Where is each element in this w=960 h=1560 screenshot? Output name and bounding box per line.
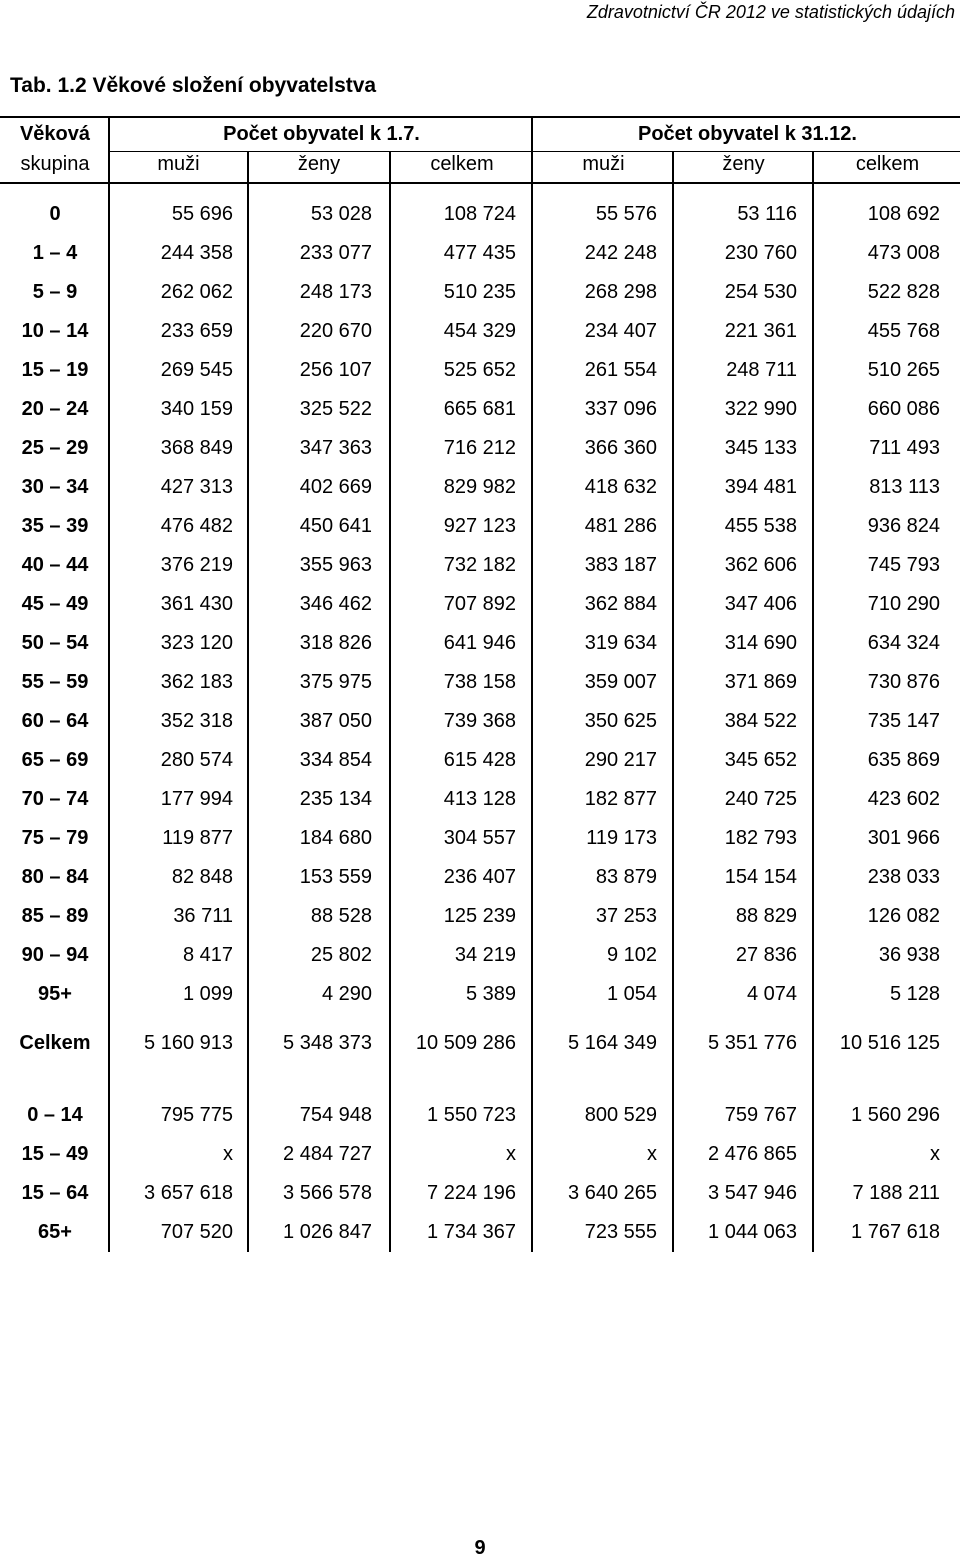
table-header-row-2 bbox=[0, 153, 960, 181]
table-cell: 55 696 bbox=[171, 203, 233, 225]
table-cell: 371 869 bbox=[724, 671, 797, 693]
table-cell: 716 212 bbox=[443, 437, 516, 459]
table-cell: 9 102 bbox=[606, 944, 657, 966]
table-cell: 182 793 bbox=[724, 827, 797, 849]
table-cell: 83 879 bbox=[595, 866, 657, 888]
row-label: 20 – 24 bbox=[21, 398, 89, 420]
table-cell: 2 476 865 bbox=[708, 1143, 797, 1165]
table-cell: 707 520 bbox=[160, 1221, 233, 1243]
table-cell: 256 107 bbox=[299, 359, 372, 381]
table-cell: 660 086 bbox=[867, 398, 940, 420]
table-cell: 5 128 bbox=[889, 983, 940, 1005]
table-cell: 242 248 bbox=[584, 242, 657, 264]
table-cell: 362 884 bbox=[584, 593, 657, 615]
group-header-dec: Počet obyvatel k 31.12. bbox=[637, 123, 857, 145]
table-cell: 154 154 bbox=[724, 866, 797, 888]
table-cell: 376 219 bbox=[160, 554, 233, 576]
table-cell: 745 793 bbox=[867, 554, 940, 576]
table-cell: 234 407 bbox=[584, 320, 657, 342]
table-cell: 1 026 847 bbox=[283, 1221, 372, 1243]
table-cell: 37 253 bbox=[595, 905, 657, 927]
table-cell: 4 074 bbox=[746, 983, 797, 1005]
table-cell: 233 659 bbox=[160, 320, 233, 342]
table-cell: 418 632 bbox=[584, 476, 657, 498]
row-label: 55 – 59 bbox=[21, 671, 89, 693]
table-cell: 1 767 618 bbox=[851, 1221, 940, 1243]
table-cell: 345 133 bbox=[724, 437, 797, 459]
table-cell: 522 828 bbox=[867, 281, 940, 303]
table-cell: 322 990 bbox=[724, 398, 797, 420]
table-cell: 220 670 bbox=[299, 320, 372, 342]
table-cell: 36 711 bbox=[173, 905, 233, 927]
age-group-header-line2: skupina bbox=[20, 153, 90, 175]
table-cell: 754 948 bbox=[299, 1104, 372, 1126]
column-divider bbox=[247, 151, 249, 1252]
table-row bbox=[0, 905, 960, 935]
table-row bbox=[0, 944, 960, 974]
table-cell: 366 360 bbox=[584, 437, 657, 459]
table-cell: 1 560 296 bbox=[851, 1104, 940, 1126]
table-cell: 362 606 bbox=[724, 554, 797, 576]
table-cell: 254 530 bbox=[724, 281, 797, 303]
subheader-women-jul: ženy bbox=[297, 153, 341, 175]
column-divider bbox=[812, 151, 814, 1252]
age-group-header-line1: Věková bbox=[19, 123, 91, 145]
table-cell: 361 430 bbox=[160, 593, 233, 615]
table-cell: 362 183 bbox=[160, 671, 233, 693]
table-cell: 665 681 bbox=[443, 398, 516, 420]
table-cell: 334 854 bbox=[299, 749, 372, 771]
table-row bbox=[0, 866, 960, 896]
table-cell: 340 159 bbox=[160, 398, 233, 420]
column-divider bbox=[672, 151, 674, 1252]
row-label: Celkem bbox=[19, 1032, 91, 1054]
table-cell: 615 428 bbox=[443, 749, 516, 771]
table-cell: 454 329 bbox=[443, 320, 516, 342]
row-label: 15 – 19 bbox=[21, 359, 89, 381]
table-cell: 5 160 913 bbox=[144, 1032, 233, 1054]
table-cell: 5 164 349 bbox=[568, 1032, 657, 1054]
table-cell: 711 493 bbox=[869, 437, 940, 459]
subheader-men-jul: muži bbox=[157, 153, 200, 175]
table-cell: 5 348 373 bbox=[283, 1032, 372, 1054]
table-row bbox=[0, 242, 960, 272]
row-label: 15 – 49 bbox=[21, 1143, 89, 1165]
table-cell: 240 725 bbox=[724, 788, 797, 810]
table-cell: 125 239 bbox=[443, 905, 516, 927]
table-cell: 108 692 bbox=[867, 203, 940, 225]
page-number: 9 bbox=[474, 1537, 486, 1559]
table-cell: 383 187 bbox=[584, 554, 657, 576]
table-cell: 53 116 bbox=[737, 203, 797, 225]
table-cell: 236 407 bbox=[443, 866, 516, 888]
table-cell: 352 318 bbox=[160, 710, 233, 732]
row-label: 60 – 64 bbox=[21, 710, 89, 732]
table-cell: 476 482 bbox=[160, 515, 233, 537]
table-cell: 7 188 211 bbox=[852, 1182, 940, 1204]
table-cell: 732 182 bbox=[443, 554, 516, 576]
table-cell: 525 652 bbox=[443, 359, 516, 381]
row-label: 40 – 44 bbox=[21, 554, 89, 576]
table-cell: 262 062 bbox=[160, 281, 233, 303]
table-row bbox=[0, 554, 960, 584]
table-cell: 347 406 bbox=[724, 593, 797, 615]
table-cell: 795 775 bbox=[160, 1104, 233, 1126]
column-divider bbox=[389, 151, 391, 1252]
subheader-total-jul: celkem bbox=[430, 153, 494, 175]
table-cell: 119 877 bbox=[162, 827, 233, 849]
table-cell: 3 547 946 bbox=[708, 1182, 797, 1204]
table-cell: 8 417 bbox=[182, 944, 233, 966]
table-cell: x bbox=[506, 1143, 516, 1165]
table-cell: 3 657 618 bbox=[144, 1182, 233, 1204]
summary-row bbox=[0, 1182, 960, 1212]
row-label: 0 bbox=[49, 203, 61, 225]
table-cell: 1 099 bbox=[182, 983, 233, 1005]
table-cell: 177 994 bbox=[160, 788, 233, 810]
table-cell: 230 760 bbox=[724, 242, 797, 264]
table-cell: 477 435 bbox=[443, 242, 516, 264]
table-cell: 7 224 196 bbox=[427, 1182, 516, 1204]
table-cell: 268 298 bbox=[584, 281, 657, 303]
table-cell: 290 217 bbox=[584, 749, 657, 771]
table-cell: 936 824 bbox=[867, 515, 940, 537]
table-cell: 723 555 bbox=[584, 1221, 657, 1243]
table-cell: 759 767 bbox=[724, 1104, 797, 1126]
table-row bbox=[0, 359, 960, 389]
table-row bbox=[0, 593, 960, 623]
table-cell: 269 545 bbox=[160, 359, 233, 381]
table-row bbox=[0, 983, 960, 1013]
table-cell: 481 286 bbox=[584, 515, 657, 537]
table-cell: 233 077 bbox=[299, 242, 372, 264]
table-cell: 34 219 bbox=[454, 944, 516, 966]
table-cell: 707 892 bbox=[443, 593, 516, 615]
page-header: Zdravotnictví ČR 2012 ve statistických údajích bbox=[586, 2, 955, 22]
table-cell: 510 235 bbox=[443, 281, 516, 303]
table-cell: x bbox=[930, 1143, 940, 1165]
table-cell: 387 050 bbox=[299, 710, 372, 732]
table-cell: 1 054 bbox=[606, 983, 657, 1005]
table-cell: 314 690 bbox=[724, 632, 797, 654]
table-cell: 635 869 bbox=[867, 749, 940, 771]
table-cell: 55 576 bbox=[595, 203, 657, 225]
table-cell: 153 559 bbox=[299, 866, 372, 888]
table-cell: 318 826 bbox=[299, 632, 372, 654]
table-top-rule bbox=[0, 116, 960, 118]
table-header-row-1 bbox=[0, 123, 960, 151]
table-row bbox=[0, 632, 960, 662]
table-row bbox=[0, 515, 960, 545]
table-cell: 2 484 727 bbox=[283, 1143, 372, 1165]
table-cell: 738 158 bbox=[443, 671, 516, 693]
table-cell: 319 634 bbox=[584, 632, 657, 654]
table-cell: 248 173 bbox=[299, 281, 372, 303]
row-label: 80 – 84 bbox=[21, 866, 89, 888]
table-cell: 394 481 bbox=[724, 476, 797, 498]
row-label: 85 – 89 bbox=[21, 905, 89, 927]
row-label: 10 – 14 bbox=[21, 320, 89, 342]
table-cell: x bbox=[223, 1143, 233, 1165]
table-cell: 25 802 bbox=[310, 944, 372, 966]
header-bottom-rule bbox=[0, 182, 960, 184]
table-cell: 244 358 bbox=[160, 242, 233, 264]
table-cell: 350 625 bbox=[584, 710, 657, 732]
table-cell: 427 313 bbox=[160, 476, 233, 498]
table-cell: 413 128 bbox=[443, 788, 516, 810]
table-cell: 927 123 bbox=[443, 515, 516, 537]
table-cell: 184 680 bbox=[299, 827, 372, 849]
table-cell: 813 113 bbox=[869, 476, 940, 498]
total-row bbox=[0, 1032, 960, 1062]
table-cell: 455 538 bbox=[724, 515, 797, 537]
table-cell: 261 554 bbox=[584, 359, 657, 381]
table-cell: 126 082 bbox=[867, 905, 940, 927]
table-cell: 323 120 bbox=[160, 632, 233, 654]
table-cell: 10 509 286 bbox=[415, 1032, 516, 1054]
row-label: 70 – 74 bbox=[21, 788, 89, 810]
row-label: 95+ bbox=[38, 983, 72, 1005]
table-cell: 800 529 bbox=[584, 1104, 657, 1126]
row-label: 50 – 54 bbox=[21, 632, 89, 654]
table-cell: 337 096 bbox=[584, 398, 657, 420]
subheader-women-dec: ženy bbox=[722, 153, 765, 175]
table-row bbox=[0, 437, 960, 467]
table-row bbox=[0, 476, 960, 506]
table-cell: 27 836 bbox=[735, 944, 797, 966]
table-cell: 221 361 bbox=[724, 320, 797, 342]
table-cell: 739 368 bbox=[443, 710, 516, 732]
table-cell: 36 938 bbox=[878, 944, 940, 966]
table-cell: 510 265 bbox=[867, 359, 940, 381]
table-cell: 346 462 bbox=[299, 593, 372, 615]
table-cell: 88 829 bbox=[735, 905, 797, 927]
table-cell: 1 734 367 bbox=[427, 1221, 516, 1243]
row-label: 30 – 34 bbox=[21, 476, 89, 498]
table-cell: 119 173 bbox=[586, 827, 657, 849]
table-cell: 10 516 125 bbox=[839, 1032, 940, 1054]
header-middle-rule bbox=[110, 151, 960, 152]
table-title: Tab. 1.2 Věkové složení obyvatelstva bbox=[10, 74, 377, 97]
table-row bbox=[0, 788, 960, 818]
table-cell: 1 550 723 bbox=[427, 1104, 516, 1126]
table-cell: 235 134 bbox=[299, 788, 372, 810]
subheader-men-dec: muži bbox=[582, 153, 625, 175]
table-cell: 455 768 bbox=[867, 320, 940, 342]
table-cell: 829 982 bbox=[443, 476, 516, 498]
table-cell: 423 602 bbox=[867, 788, 940, 810]
table-cell: 88 528 bbox=[310, 905, 372, 927]
row-label: 90 – 94 bbox=[21, 944, 89, 966]
table-row bbox=[0, 281, 960, 311]
table-row bbox=[0, 203, 960, 233]
subheader-total-dec: celkem bbox=[855, 153, 920, 175]
table-cell: 473 008 bbox=[867, 242, 940, 264]
table-cell: 634 324 bbox=[867, 632, 940, 654]
row-label: 5 – 9 bbox=[32, 281, 78, 303]
table-cell: 238 033 bbox=[867, 866, 940, 888]
table-cell: 402 669 bbox=[299, 476, 372, 498]
row-label: 65+ bbox=[38, 1221, 72, 1243]
table-cell: 710 290 bbox=[867, 593, 940, 615]
row-label: 45 – 49 bbox=[21, 593, 89, 615]
row-label: 75 – 79 bbox=[21, 827, 89, 849]
table-cell: 248 711 bbox=[726, 359, 797, 381]
table-cell: 3 566 578 bbox=[283, 1182, 372, 1204]
summary-row bbox=[0, 1221, 960, 1251]
summary-row bbox=[0, 1143, 960, 1173]
table-cell: 730 876 bbox=[867, 671, 940, 693]
row-label: 0 – 14 bbox=[27, 1104, 83, 1126]
table-cell: 345 652 bbox=[724, 749, 797, 771]
table-cell: 5 351 776 bbox=[708, 1032, 797, 1054]
table-row bbox=[0, 671, 960, 701]
table-cell: 325 522 bbox=[299, 398, 372, 420]
table-cell: 280 574 bbox=[160, 749, 233, 771]
summary-row bbox=[0, 1104, 960, 1134]
table-cell: 82 848 bbox=[171, 866, 233, 888]
table-cell: 735 147 bbox=[867, 710, 940, 732]
table-row bbox=[0, 710, 960, 740]
table-cell: 4 290 bbox=[321, 983, 372, 1005]
table-cell: 301 966 bbox=[867, 827, 940, 849]
table-cell: 5 389 bbox=[465, 983, 516, 1005]
row-label: 1 – 4 bbox=[32, 242, 78, 264]
row-label: 65 – 69 bbox=[21, 749, 89, 771]
table-cell: 355 963 bbox=[299, 554, 372, 576]
row-label: 25 – 29 bbox=[21, 437, 89, 459]
table-row bbox=[0, 398, 960, 428]
table-cell: 641 946 bbox=[443, 632, 516, 654]
table-cell: 1 044 063 bbox=[708, 1221, 797, 1243]
table-cell: 375 975 bbox=[299, 671, 372, 693]
table-cell: 347 363 bbox=[299, 437, 372, 459]
table-cell: 3 640 265 bbox=[568, 1182, 657, 1204]
table-cell: 359 007 bbox=[584, 671, 657, 693]
table-cell: 304 557 bbox=[443, 827, 516, 849]
table-cell: 368 849 bbox=[160, 437, 233, 459]
row-label: 35 – 39 bbox=[21, 515, 89, 537]
table-cell: 53 028 bbox=[310, 203, 372, 225]
table-cell: x bbox=[647, 1143, 657, 1165]
table-row bbox=[0, 320, 960, 350]
row-label: 15 – 64 bbox=[21, 1182, 89, 1204]
group-header-jul: Počet obyvatel k 1.7. bbox=[223, 123, 420, 145]
table-row bbox=[0, 827, 960, 857]
table-row bbox=[0, 749, 960, 779]
table-cell: 182 877 bbox=[584, 788, 657, 810]
table-cell: 108 724 bbox=[443, 203, 516, 225]
table-cell: 384 522 bbox=[724, 710, 797, 732]
table-cell: 450 641 bbox=[299, 515, 372, 537]
